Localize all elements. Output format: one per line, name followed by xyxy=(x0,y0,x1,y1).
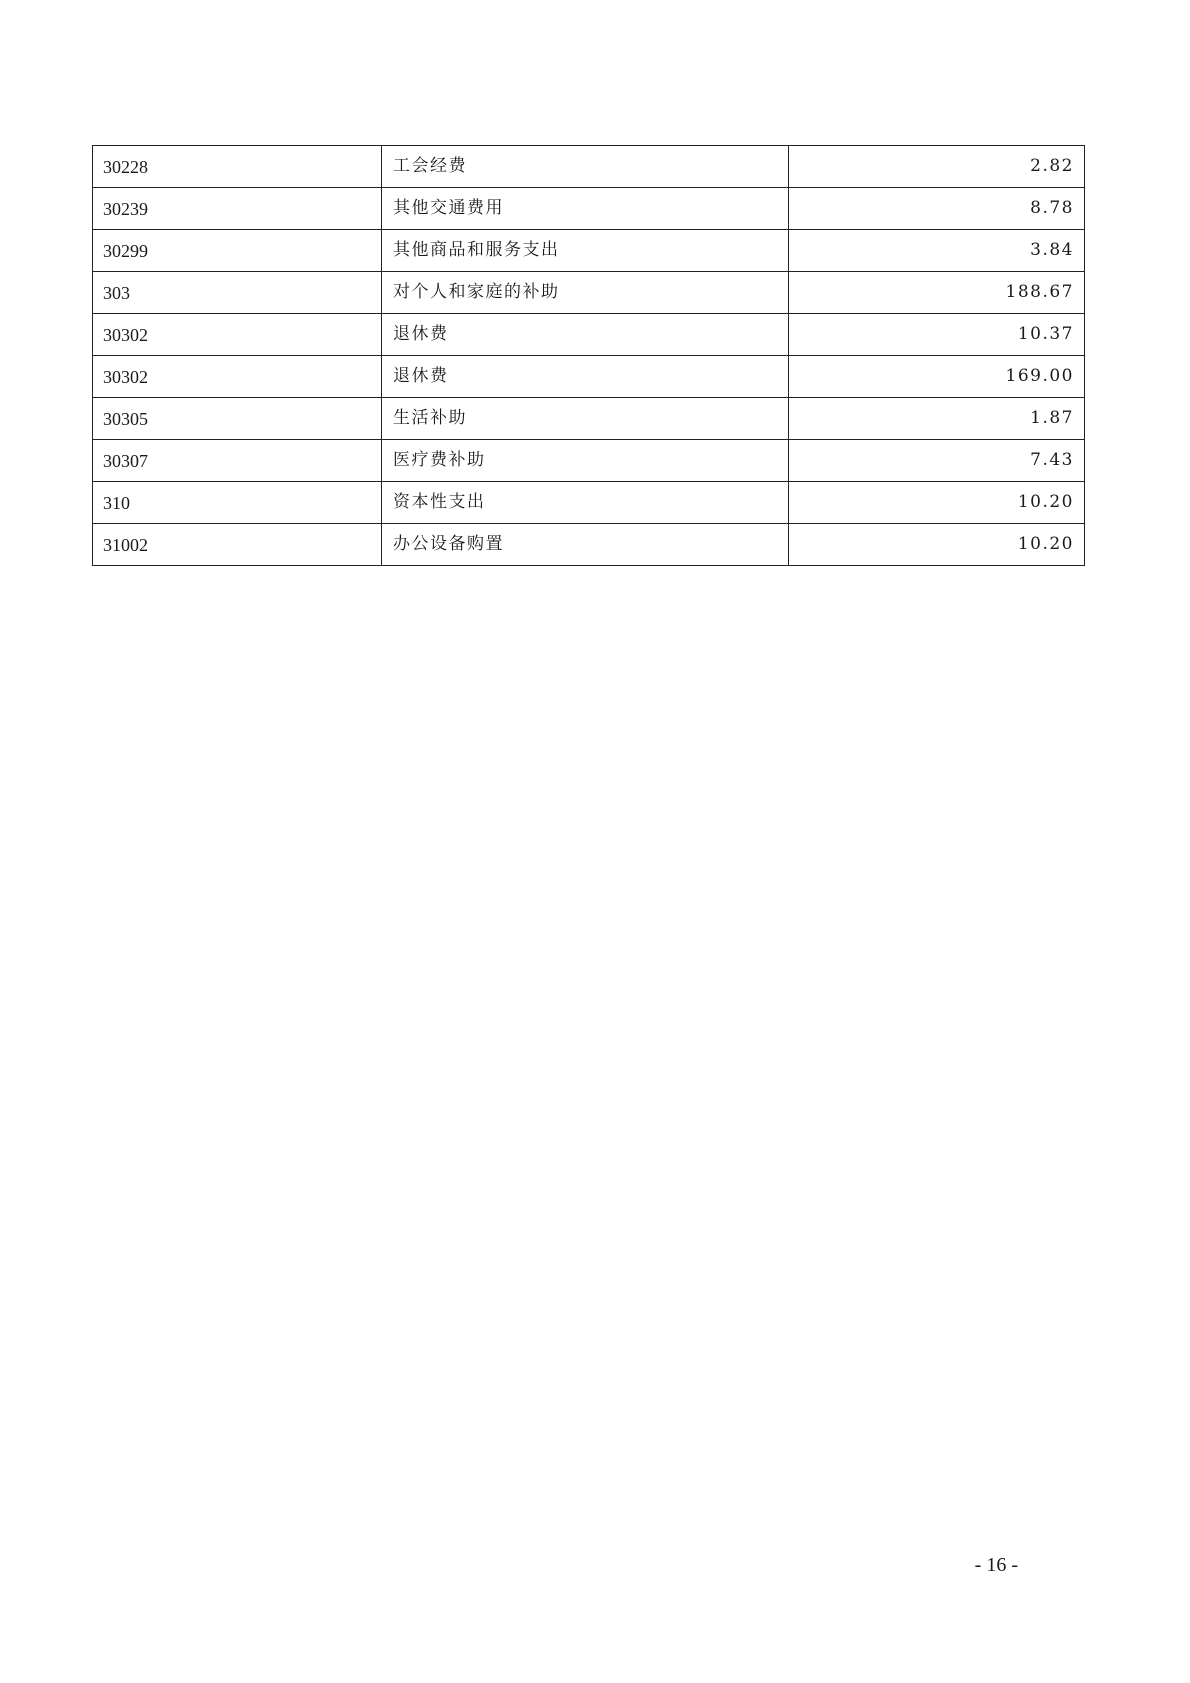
row-amount: 10.20 xyxy=(789,482,1085,524)
row-code: 30299 xyxy=(93,230,382,272)
table-row xyxy=(93,230,1085,272)
row-name: 对个人和家庭的补助 xyxy=(382,272,789,314)
row-code: 30239 xyxy=(93,188,382,230)
row-amount: 10.20 xyxy=(789,524,1085,566)
row-code: 303 xyxy=(93,272,382,314)
row-code: 30302 xyxy=(93,356,382,398)
row-amount: 7.43 xyxy=(789,440,1085,482)
row-code: 30302 xyxy=(93,314,382,356)
table-row xyxy=(93,188,1085,230)
table-row xyxy=(93,398,1085,440)
table-row xyxy=(93,524,1085,566)
row-name: 资本性支出 xyxy=(382,482,789,524)
budget-table xyxy=(92,145,1085,566)
table-row xyxy=(93,146,1085,188)
row-name: 其他交通费用 xyxy=(382,188,789,230)
row-name: 办公设备购置 xyxy=(382,524,789,566)
row-code: 31002 xyxy=(93,524,382,566)
page-number: - 16 - xyxy=(974,1554,1018,1576)
row-amount: 8.78 xyxy=(789,188,1085,230)
row-name: 生活补助 xyxy=(382,398,789,440)
row-amount: 2.82 xyxy=(789,146,1085,188)
row-code: 30307 xyxy=(93,440,382,482)
row-amount: 169.00 xyxy=(789,356,1085,398)
row-code: 30305 xyxy=(93,398,382,440)
table-row xyxy=(93,356,1085,398)
row-name: 工会经费 xyxy=(382,146,789,188)
row-amount: 1.87 xyxy=(789,398,1085,440)
table-row xyxy=(93,314,1085,356)
table-row xyxy=(93,440,1085,482)
table-row xyxy=(93,272,1085,314)
row-code: 310 xyxy=(93,482,382,524)
row-amount: 188.67 xyxy=(789,272,1085,314)
row-name: 医疗费补助 xyxy=(382,440,789,482)
table-row xyxy=(93,482,1085,524)
row-amount: 3.84 xyxy=(789,230,1085,272)
row-amount: 10.37 xyxy=(789,314,1085,356)
row-name: 退休费 xyxy=(382,356,789,398)
row-code: 30228 xyxy=(93,146,382,188)
row-name: 退休费 xyxy=(382,314,789,356)
row-name: 其他商品和服务支出 xyxy=(382,230,789,272)
